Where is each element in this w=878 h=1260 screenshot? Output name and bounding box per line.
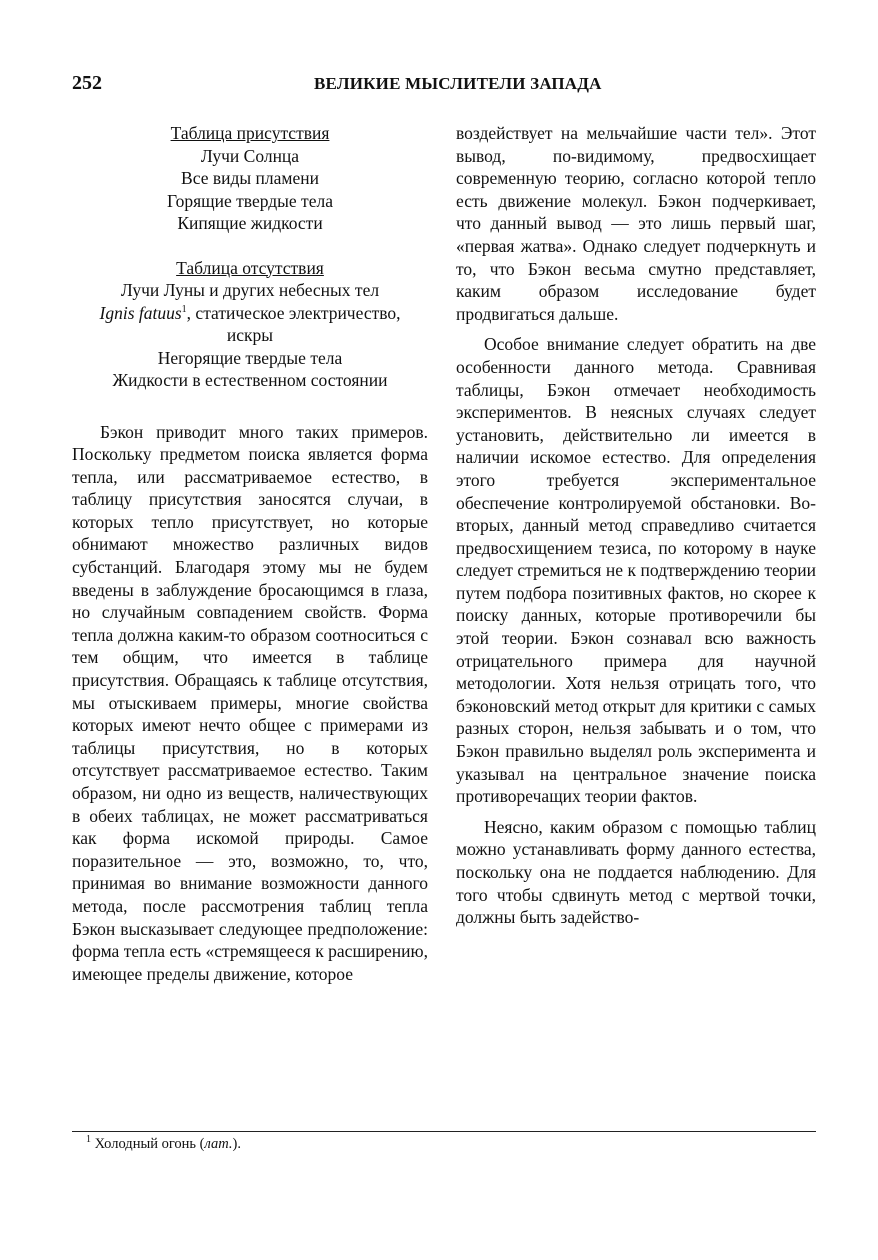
- left-body-text: [72, 421, 428, 986]
- footnote-text: Холодный огонь (: [91, 1136, 205, 1152]
- right-body-text: [456, 122, 816, 929]
- body-paragraph: воздействует на мельчайшие части тел». Этот вывод, по-видимому, предвосхищает современную теорию, согласно которой тепло есть движение молекул. Бэкон подчеркивает, что данный вывод — это лишь первый шаг, «первая жатва». Однако следует подчеркнуть и то, что Бэкон весьма смутно представляет, каким образом исследование будет продвигаться дальше.: [456, 123, 816, 324]
- right-column: [456, 122, 816, 929]
- presence-table-title: Таблица присутствия: [170, 123, 330, 143]
- footnote-divider: [72, 1131, 816, 1132]
- absence-item: Жидкости в естественном состоянии: [112, 370, 388, 390]
- footnote-text-end: ).: [232, 1136, 241, 1152]
- running-title: ВЕЛИКИЕ МЫСЛИТЕЛИ ЗАПАДА: [314, 74, 602, 93]
- footnote: [86, 1136, 241, 1153]
- presence-item: Лучи Солнца: [200, 145, 300, 166]
- body-paragraph: Неясно, каким образом с помощью таблиц можно устанавливать форму данного естества, поскольку она не поддается наблюдению. Для того чтобы сдвинуть метод с мертвой точки, должны быть задейство-: [456, 816, 816, 928]
- absence-item: Лучи Луны и других небесных тел: [120, 280, 380, 300]
- ignis-fatuus-term: Ignis fatuus: [99, 302, 182, 323]
- body-paragraph: Бэкон приводит много таких примеров. Поскольку предметом поиска является форма тепла, или рассматриваемое естество, в таблицу присутствия заносятся случаи, в которых тепло присутствует, но которые обнимают множество различных видов субстанций. Благодаря этому мы не будем введены в заблуждение бросающимся в глаза, но случайным совпадением свойств. Форма тепла должна каким-то образом соотноситься с тем общим, что имеется в таблице присутствия. Обращаясь к таблице отсутствия, мы отыскиваем примеры, многие свойства которых имеют нечто общее с примерами из таблицы присутствия, но в которых отсутствует рассматриваемое естество. Таким образом, ни одно из веществ, наличествующих в обеих таблицах, не может рассматриваться как форма искомой природы. Самое поразительное — это, возможно, то, что, принимая во внимание возможности данного метода, после рассмотрения таблиц тепла Бэкон высказывает следующее предположение: форма тепла есть «стремящееся к расширению, имеющее пределы движение, которое: [72, 421, 428, 984]
- presence-item: Все виды пламени: [181, 168, 319, 188]
- page-number: 252: [72, 72, 102, 94]
- presence-item: Кипящие жидкости: [177, 213, 323, 233]
- absence-table-title: Таблица отсутствия: [176, 257, 324, 278]
- table-gap: [72, 235, 428, 257]
- absence-item: [72, 302, 428, 325]
- absence-item-continued: искры: [226, 325, 274, 345]
- footnote-marker: 1: [86, 1134, 91, 1146]
- body-paragraph: Особое внимание следует обратить на две особенности данного метода. Сравнивая таблицы, Бэкон отмечает необходимость экспериментов. В неясных случаях следует установить, действительно ли имеется в наличии искомое естество. Для определения этого требуется экспериментальное обеспечение контролируемой обстановки. Во-вторых, данный метод справедливо считается предвосхищением тезиса, по которому в науке следует стремиться не к подтверждению теории путем подбора позитивных фактов, но скорее к поиску данных, которые противоречили бы этой теории. Бэкон сознавал всю важность отрицательного примера для научной методологии. Хотя нельзя отрицать того, что бэконовский метод открыт для критики с самых разных сторон, нельзя забывать и о том, что Бэкон правильно выделял роль эксперимента и указывал на центральное значение поиска противоречащих теории фактов.: [456, 334, 816, 807]
- tables-block: [72, 122, 428, 392]
- left-column: [72, 122, 428, 985]
- page-header: [72, 72, 816, 102]
- footnote-ref: 1: [181, 303, 187, 315]
- footnote-abbrev: лат.: [204, 1136, 233, 1152]
- absence-item: Негорящие твердые тела: [157, 347, 343, 368]
- absence-item-text: , статическое электричество,: [186, 302, 401, 323]
- presence-item: Горящие твердые тела: [167, 190, 333, 211]
